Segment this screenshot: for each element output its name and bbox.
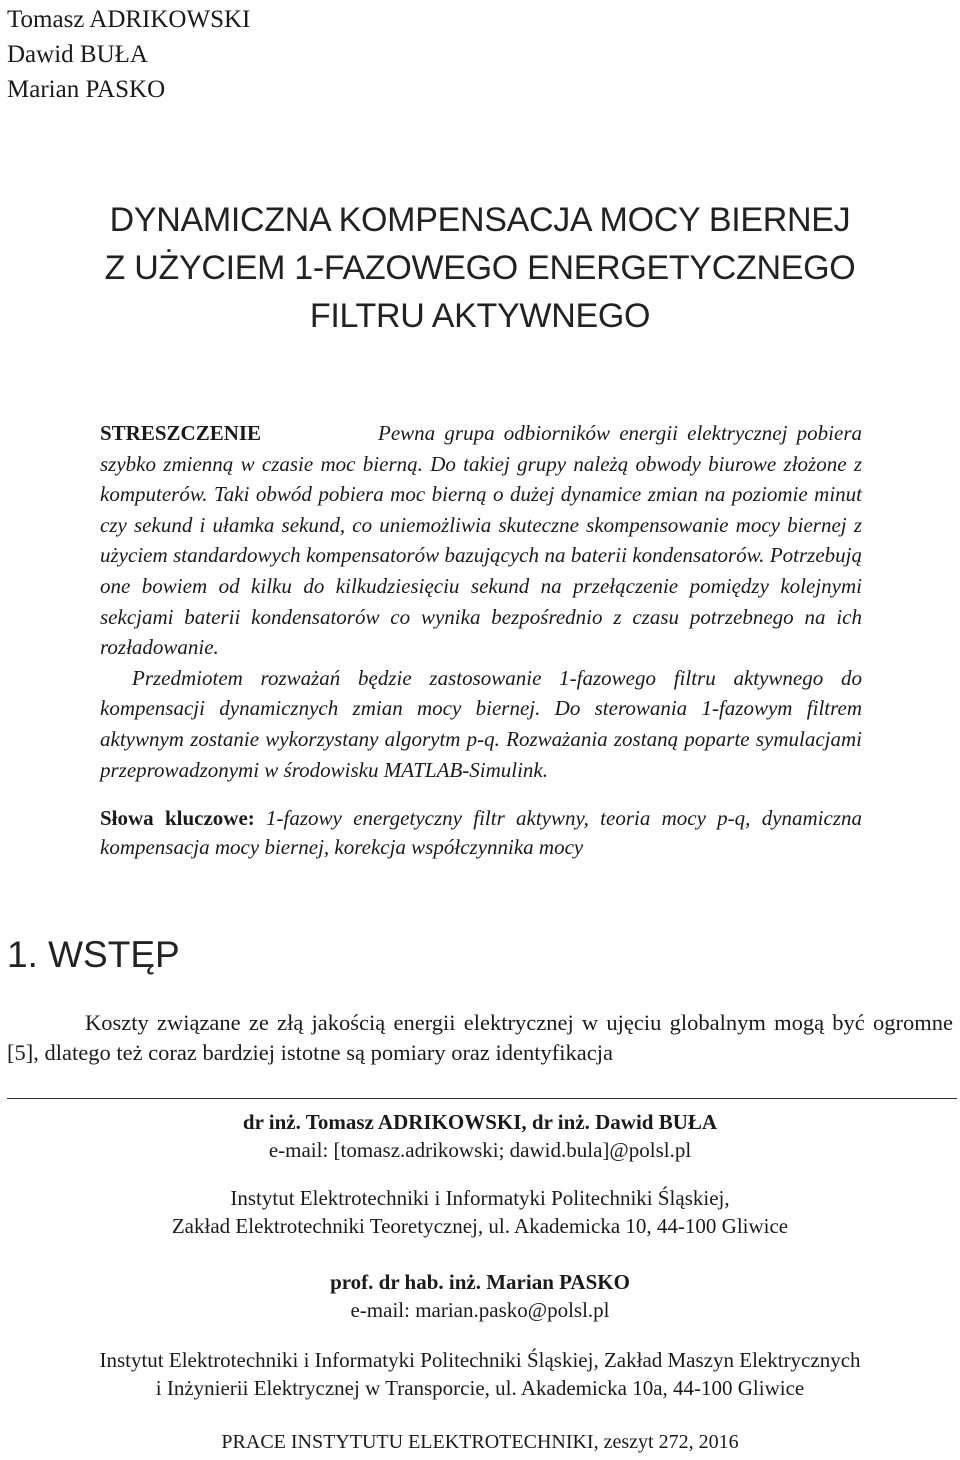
institution-line: Instytut Elektrotechniki i Informatyki Politechniki Śląskiej, <box>230 1186 730 1210</box>
author-name: Marian PASKO <box>7 76 166 103</box>
author-affiliation-1 <box>0 1108 960 1164</box>
section-heading: 1. WSTĘP <box>7 934 180 975</box>
author-name: Tomasz ADRIKOWSKI <box>7 6 251 33</box>
author-affiliation-2 <box>0 1268 960 1324</box>
author-email: e-mail: marian.pasko@polsl.pl <box>350 1298 610 1322</box>
institution-1 <box>0 1184 960 1240</box>
journal-footer: PRACE INSTYTUTU ELEKTROTECHNIKI, zeszyt 272, 2016 <box>221 1431 739 1453</box>
keywords <box>100 804 862 862</box>
author-list <box>7 2 250 107</box>
title-line: Z UŻYCIEM 1-FAZOWEGO ENERGETYCZNEGO <box>104 249 856 287</box>
abstract-label: STRESZCZENIE <box>100 421 262 445</box>
institution-line: i Inżynierii Elektrycznej w Transporcie, ul. Akademicka 10a, 44-100 Gliwice <box>155 1376 805 1400</box>
title-line: DYNAMICZNA KOMPENSACJA MOCY BIERNEJ <box>109 201 851 239</box>
abstract <box>100 418 862 785</box>
abstract-text-1: Pewna grupa odbiorników energii elektrycznej pobiera szybko zmienną w czasie moc bierną. Do takiej grupy należą obwody biurowe złożone z komputerów. Taki obwód pobiera moc bierną o dużej dynamice zmian na poziomie minut czy sekund i ułamka sekund, co uniemożliwia skuteczne skompensowanie mocy biernej z użyciem standardowych kompensatorów bazujących na baterii kondensatorów. Potrzebują one bowiem od kilku do kilkudziesięciu sekund na przełączenie pomiędzy kolejnymi sekcjami baterii kondensatorów co wynika bezpośrednio z czasu potrzebnego na ich rozładowanie. <box>100 421 862 660</box>
abstract-paragraph-2: Przedmiotem rozważań będzie zastosowanie 1-fazowego filtru aktywnego do kompensacji dynamicznych zmian mocy biernej. Do sterowania 1-fazowym filtrem aktywnym zostanie wykorzystany algorytm p-q. Rozważania zostaną poparte symulacjami przeprowadzonymi w środowisku MATLAB-Simulink. <box>100 665 862 782</box>
author-names: prof. dr hab. inż. Marian PASKO <box>330 1270 630 1294</box>
author-name: Dawid BUŁA <box>7 41 148 68</box>
section-text: Koszty związane ze złą jakością energii elektrycznej w ujęciu globalnym mogą być ogromne [5], dlatego też coraz bardziej istotne są pomiary oraz identyfikacja <box>7 1010 953 1065</box>
keywords-text: 1-fazowy energetyczny filtr aktywny, teoria mocy p-q, dynamiczna kompensacja mocy biernej, korekcja współczynnika mocy <box>100 806 863 859</box>
abstract-paragraph-1 <box>100 418 862 663</box>
paper-title <box>0 196 960 340</box>
institution-line: Zakład Elektrotechniki Teoretycznej, ul. Akademicka 10, 44-100 Gliwice <box>171 1214 789 1238</box>
title-line: FILTRU AKTYWNEGO <box>309 297 651 335</box>
author-names: dr inż. Tomasz ADRIKOWSKI, dr inż. Dawid BUŁA <box>242 1110 718 1134</box>
institution-2 <box>0 1346 960 1402</box>
keywords-label: Słowa kluczowe: <box>100 806 255 830</box>
institution-line: Instytut Elektrotechniki i Informatyki Politechniki Śląskiej, Zakład Maszyn Elektrycznych <box>99 1348 861 1372</box>
footnote-divider <box>7 1098 957 1099</box>
author-email: e-mail: [tomasz.adrikowski; dawid.bula]@polsl.pl <box>268 1138 692 1162</box>
